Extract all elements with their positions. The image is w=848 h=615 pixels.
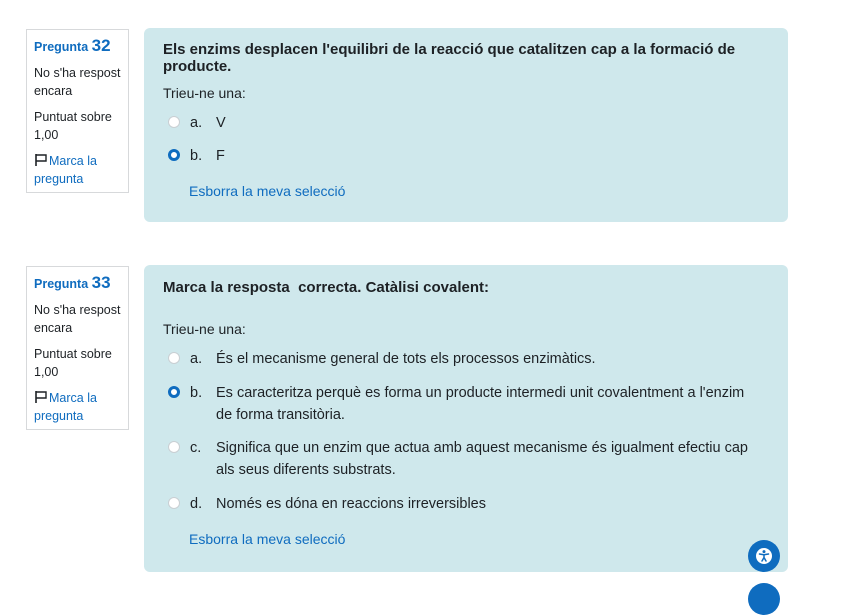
question-info-32: [26, 29, 129, 193]
clear-selection-link[interactable]: Esborra la meva selecció: [189, 183, 346, 199]
answer-prompt: Trieu-ne una:: [163, 85, 246, 101]
radio-button[interactable]: [168, 441, 180, 453]
question-number: Pregunta 32: [34, 36, 111, 55]
floating-action-button[interactable]: [748, 583, 780, 615]
clear-selection-link[interactable]: Esborra la meva selecció: [189, 531, 346, 547]
radio-button-selected[interactable]: [168, 386, 180, 398]
radio-button[interactable]: [168, 116, 180, 128]
question-card-32: Els enzims desplacen l'equilibri de la reacció que catalitzen cap a la formació de producte. Trieu-ne una: a. V b. F Esborra la meva selecció: [144, 28, 788, 222]
question-grade: Puntuat sobre 1,00: [34, 347, 112, 379]
question-card-33: Marca la resposta correcta. Catàlisi covalent: Trieu-ne una: a. És el mecanisme general de tots els processos enzimàtics. b. Es caracteritza perquè es forma un producte intermedi unit covalentment a l'enzim de forma transitòria. c. Significa que un enzim que actua amb aquest mecanisme és igualment efectiu cap als seus diferents substrats. d. Només es dóna en reaccions irreversibles Esborra la meva selecció: [144, 265, 788, 572]
question-text: Els enzims desplacen l'equilibri de la reacció que catalitzen cap a la formació de producte.: [163, 41, 736, 75]
question-state: No s'ha respost encara: [34, 66, 121, 98]
flag-icon: [34, 153, 48, 167]
radio-button-selected[interactable]: [168, 149, 180, 161]
accessibility-button[interactable]: [748, 540, 780, 572]
answer-prompt: Trieu-ne una:: [163, 321, 246, 337]
flag-question-link[interactable]: Marca la pregunta: [34, 154, 97, 186]
flag-icon: [34, 390, 48, 404]
question-number: Pregunta 33: [34, 273, 111, 292]
flag-question-link[interactable]: Marca la pregunta: [34, 391, 97, 423]
accessibility-icon: [755, 547, 773, 565]
radio-button[interactable]: [168, 497, 180, 509]
question-info-33: [26, 266, 129, 430]
radio-button[interactable]: [168, 352, 180, 364]
question-state: No s'ha respost encara: [34, 303, 121, 335]
question-text: Marca la resposta correcta. Catàlisi covalent:: [163, 279, 489, 296]
question-grade: Puntuat sobre 1,00: [34, 110, 112, 142]
